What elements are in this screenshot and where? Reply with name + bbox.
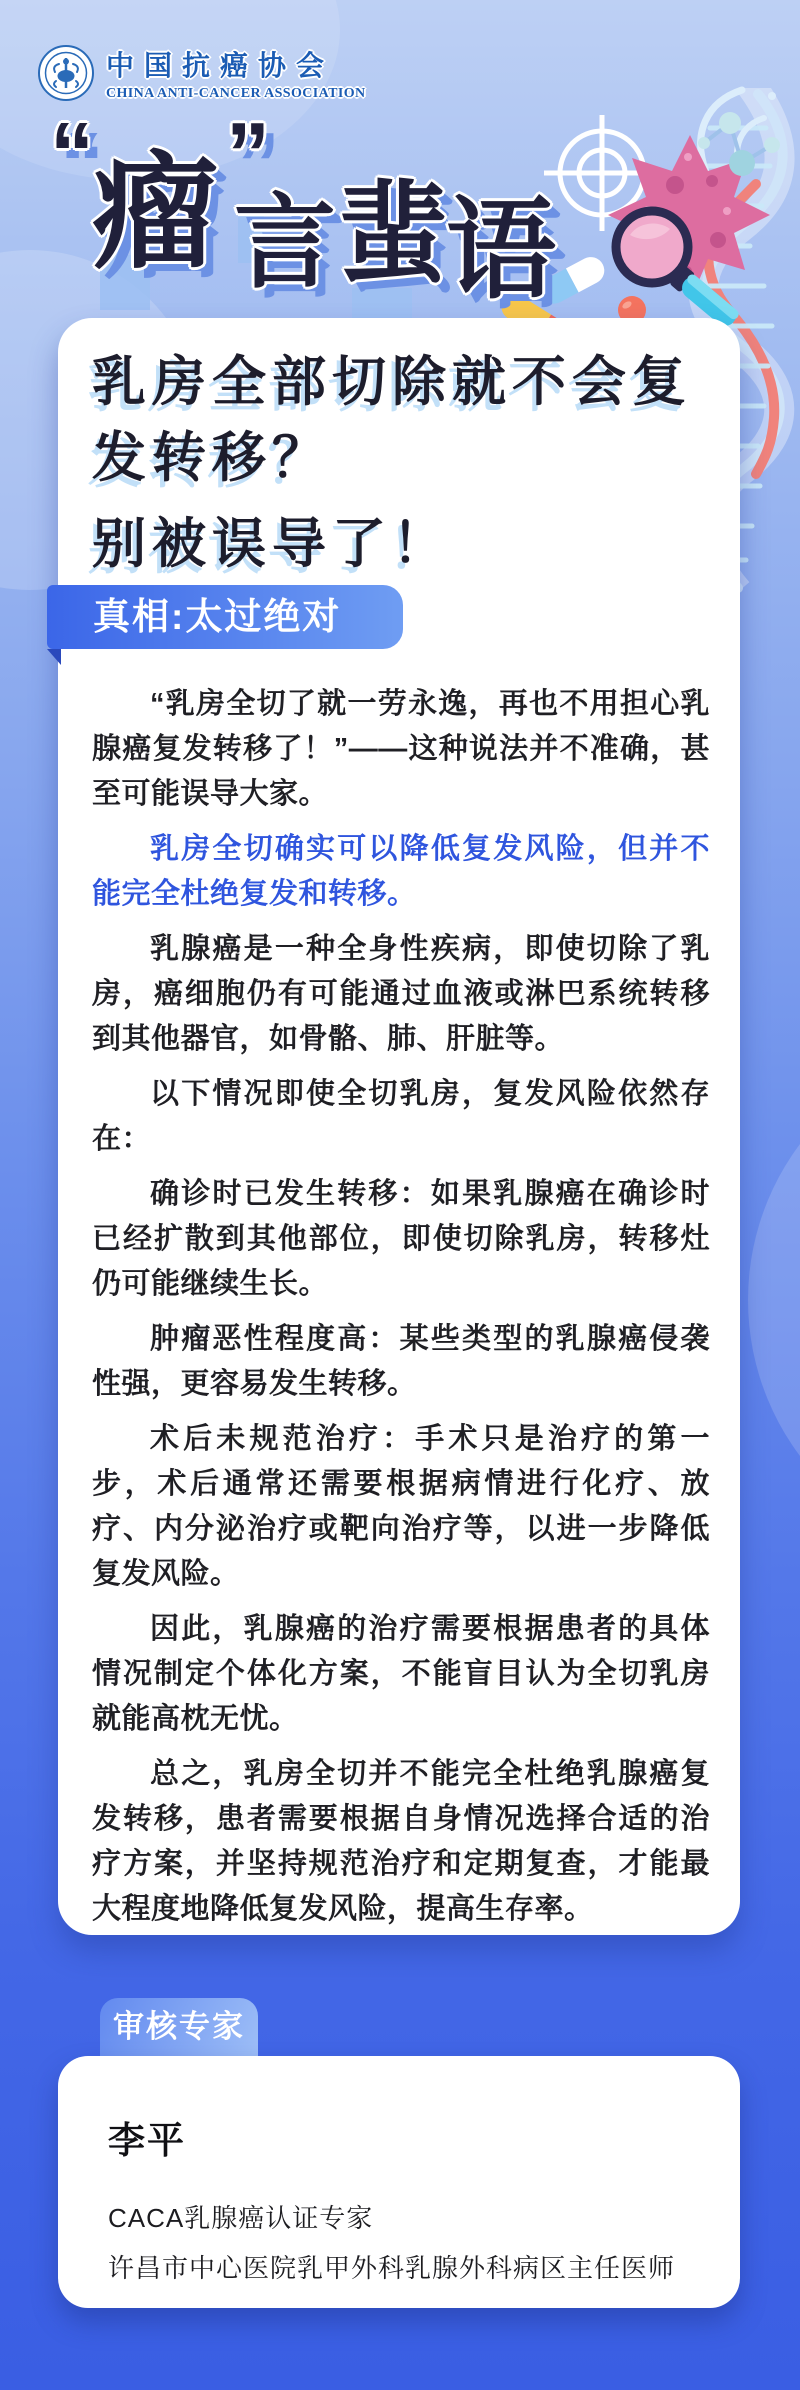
molecule-icon <box>698 112 780 176</box>
paragraph: “乳房全切了就一劳永逸，再也不用担心乳腺癌复发转移了！”——这种说法并不准确，甚至可能误导大家。 <box>92 688 710 810</box>
paragraph: 因此，乳腺癌的治疗需要根据患者的具体情况制定个体化方案，不能盲目认为全切乳房就能高枕无忧。 <box>92 1613 710 1735</box>
paragraph: 确诊时已发生转移：如果乳腺癌在确诊时已经扩散到其他部位，即使切除乳房，转移灶仍可能继续生长。 <box>92 1178 710 1300</box>
caca-seal-icon <box>38 45 94 101</box>
logo-name-en: CHINA ANTI-CANCER ASSOCIATION <box>106 86 366 101</box>
main-content-card <box>58 318 740 1935</box>
article-headline <box>58 318 740 582</box>
expert-name: 李平 <box>108 2120 186 2161</box>
title-quote-open: “ <box>50 104 94 203</box>
truth-badge: 真相:太过绝对 <box>47 585 403 649</box>
title-quote-close: ” <box>226 104 270 203</box>
title-char: 言 <box>234 186 336 300</box>
expert-card <box>58 2056 740 2308</box>
title-char: 蜚 <box>338 173 448 296</box>
expert-hospital-title: 许昌市中心医院乳甲外科乳腺外科病区主任医师 <box>108 2253 676 2283</box>
paragraph: 术后未规范治疗：手术只是治疗的第一步，术后通常还需要根据病情进行化疗、放疗、内分泌治疗或靶向治疗等，以进一步降低复发风险。 <box>92 1423 710 1590</box>
headline-line2: 别被误导了！ <box>92 514 452 574</box>
title-char: 瘤 <box>92 142 218 283</box>
caca-logo <box>38 44 366 102</box>
expert-credential: CACA乳腺癌认证专家 <box>108 2203 374 2233</box>
paragraph: 以下情况即使全切乳房，复发风险依然存在： <box>92 1078 710 1155</box>
paragraph: 乳腺癌是一种全身性疾病，即使切除了乳房，癌细胞仍有可能通过血液或淋巴系统转移到其他器官，如骨骼、肺、肝脏等。 <box>92 933 710 1055</box>
truth-badge-fold <box>47 649 61 665</box>
title-char: 语 <box>446 189 556 312</box>
expert-section-badge: 审核专家 <box>100 1998 258 2056</box>
paragraph: 肿瘤恶性程度高：某些类型的乳腺癌侵袭性强，更容易发生转移。 <box>92 1323 710 1400</box>
paragraph: 总之，乳房全切并不能完全杜绝乳腺癌复发转移，患者需要根据自身情况选择合适的治疗方案，并坚持规范治疗和定期复查，才能最大程度地降低复发风险，提高生存率。 <box>92 1758 710 1925</box>
paragraph-emphasis: 乳房全切确实可以降低复发风险，但并不能完全杜绝复发和转移。 <box>92 833 710 910</box>
background-blob <box>748 1040 800 1560</box>
article-body <box>92 682 710 1932</box>
headline-line1: 乳房全部切除就不会复发转移？ <box>92 352 692 488</box>
logo-name-cn: 中国抗癌协会 <box>106 50 335 81</box>
